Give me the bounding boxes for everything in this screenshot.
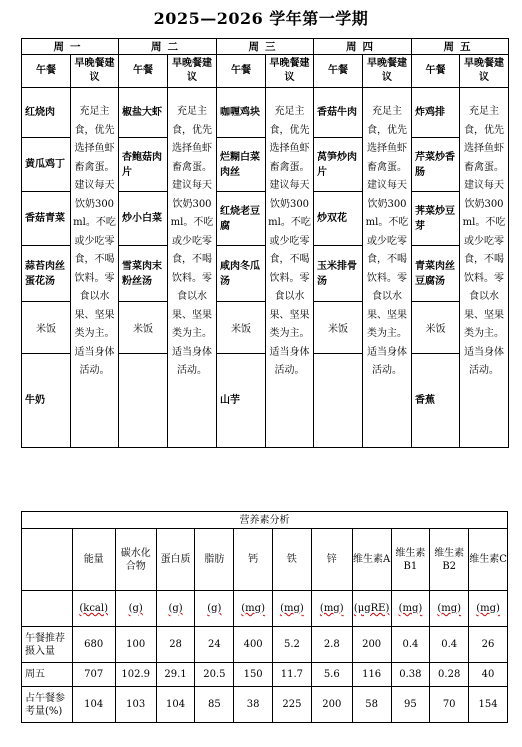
- nutrient-value: 2.8: [311, 627, 352, 663]
- nutrient-value: 0.38: [391, 663, 430, 687]
- menu-dish: 莴笋炒肉片: [314, 138, 363, 192]
- row-label: 周五: [22, 663, 73, 687]
- nutrient-value: 200: [352, 627, 391, 663]
- lunch-header: 午餐: [22, 55, 71, 88]
- menu-dish: 椒盐大虾: [119, 88, 168, 138]
- nutrient-value: 28: [156, 627, 195, 663]
- nutrient-value: 200: [311, 687, 352, 723]
- menu-dish: 芹菜炒香肠: [412, 138, 460, 192]
- nutrient-value: 102.9: [115, 663, 156, 687]
- menu-dish: 玉米排骨汤: [314, 246, 363, 302]
- row-label: 午餐推荐摄入量: [22, 627, 73, 663]
- day-header: 周二: [119, 39, 217, 55]
- nutrient-unit: [72, 591, 115, 627]
- menu-dish: 红烧老豆腐: [217, 192, 266, 246]
- nutrient-value: 20.5: [195, 663, 234, 687]
- page-title: 2025—2026 学年第一学期: [153, 9, 369, 28]
- unit-text: (mg): [398, 603, 423, 614]
- nutrient-value: 85: [195, 687, 234, 723]
- nutrient-value: 104: [156, 687, 195, 723]
- menu-dish: 米饭: [22, 302, 71, 354]
- nutrient-unit: [234, 591, 273, 627]
- nutrient-name: 蛋白质: [156, 529, 195, 591]
- unit-text: (mg): [319, 603, 344, 614]
- nutrient-value: 116: [352, 663, 391, 687]
- advice-header: 早晚餐建议: [71, 55, 119, 88]
- nutrition-analysis-table: [21, 511, 508, 723]
- nutrient-unit: [115, 591, 156, 627]
- nutrient-value: 100: [115, 627, 156, 663]
- nutrient-name: 碳水化合物: [115, 529, 156, 591]
- menu-dish: 炸鸡排: [412, 88, 460, 138]
- nutrient-value: 38: [234, 687, 273, 723]
- nutrient-name: 脂肪: [195, 529, 234, 591]
- lunch-header: 午餐: [217, 55, 266, 88]
- day-header: 周一: [22, 39, 119, 55]
- menu-dish: 牛奶: [22, 354, 71, 448]
- meal-advice: 充足主食，优先选择鱼虾畜禽蛋。建议每天饮奶300ml。不吃或少吃零食，不喝饮料。零食以水果、坚果类为主。适当身体活动。: [71, 88, 119, 448]
- nutrient-value: 5.6: [311, 663, 352, 687]
- nutrient-value: 680: [72, 627, 115, 663]
- menu-dish: 米饭: [314, 302, 363, 354]
- menu-dish: 烂糊白菜肉丝: [217, 138, 266, 192]
- menu-dish: 红烧肉: [22, 88, 71, 138]
- nutrient-value: 150: [234, 663, 273, 687]
- menu-dish: 香菇牛肉: [314, 88, 363, 138]
- nutrient-unit: [430, 591, 469, 627]
- nutrient-value: 29.1: [156, 663, 195, 687]
- lunch-header: 午餐: [412, 55, 460, 88]
- menu-dish: 香菇青菜: [22, 192, 71, 246]
- unit-text: (μgRE): [353, 603, 390, 614]
- weekly-menu-table: [21, 38, 509, 448]
- advice-header: 早晚餐建议: [363, 55, 412, 88]
- blank-cell: [22, 591, 73, 627]
- nutrient-value: 0.4: [391, 627, 430, 663]
- nutrient-value: 707: [72, 663, 115, 687]
- nutrient-name: 维生素A: [352, 529, 391, 591]
- nutrient-unit: [156, 591, 195, 627]
- nutrient-unit: [273, 591, 312, 627]
- nutrient-value: 225: [273, 687, 312, 723]
- meal-advice: 充足主食，优先选择鱼虾畜禽蛋。建议每天饮奶300ml。不吃或少吃零食，不喝饮料。零食以水果、坚果类为主。适当身体活动。: [460, 88, 509, 448]
- menu-dish: 炒小白菜: [119, 192, 168, 246]
- menu-dish: [314, 354, 363, 448]
- nutrient-name: 能量: [72, 529, 115, 591]
- nutrient-name: 维生素C: [469, 529, 508, 591]
- nutrient-value: 11.7: [273, 663, 312, 687]
- row-label: 占午餐参考量(%): [22, 687, 73, 723]
- nutrient-name: 铁: [273, 529, 312, 591]
- nutrient-name: 锌: [311, 529, 352, 591]
- menu-dish: 荠菜炒豆芽: [412, 192, 460, 246]
- unit-text: (g): [168, 603, 183, 614]
- unit-text: (mg): [476, 603, 500, 614]
- menu-dish: 米饭: [412, 302, 460, 354]
- nutrient-value: 70: [430, 687, 469, 723]
- lunch-header: 午餐: [314, 55, 363, 88]
- menu-dish: 咸肉冬瓜汤: [217, 246, 266, 302]
- menu-dish: 炒双花: [314, 192, 363, 246]
- menu-dish: 青菜肉丝豆腐汤: [412, 246, 460, 302]
- advice-header: 早晚餐建议: [168, 55, 217, 88]
- menu-dish: [119, 354, 168, 448]
- nutrient-unit: [391, 591, 430, 627]
- nutrient-value: 0.4: [430, 627, 469, 663]
- day-header: 周四: [314, 39, 412, 55]
- day-header: 周五: [412, 39, 509, 55]
- nutrient-unit: [195, 591, 234, 627]
- nutrient-value: 58: [352, 687, 391, 723]
- lunch-header: 午餐: [119, 55, 168, 88]
- unit-text: (mg): [241, 603, 265, 614]
- meal-advice: 充足主食，优先选择鱼虾畜禽蛋。建议每天饮奶300ml。不吃或少吃零食，不喝饮料。零食以水果、坚果类为主。适当身体活动。: [363, 88, 412, 448]
- menu-dish: 杏鲍菇肉片: [119, 138, 168, 192]
- unit-text: (mg): [437, 603, 462, 614]
- unit-text: (g): [207, 603, 222, 614]
- day-header: 周三: [217, 39, 314, 55]
- nutrient-unit: [311, 591, 352, 627]
- advice-header: 早晚餐建议: [266, 55, 314, 88]
- nutrient-unit: [469, 591, 508, 627]
- nutrient-value: 104: [72, 687, 115, 723]
- nutrient-value: 24: [195, 627, 234, 663]
- menu-dish: 雪菜肉末粉丝汤: [119, 246, 168, 302]
- nutrient-value: 5.2: [273, 627, 312, 663]
- nutrient-name: 维生素B1: [391, 529, 430, 591]
- menu-dish: 咖喱鸡块: [217, 88, 266, 138]
- nutrient-name: 钙: [234, 529, 273, 591]
- unit-text: (kcal): [79, 603, 108, 614]
- nutrient-value: 0.28: [430, 663, 469, 687]
- nutrient-value: 95: [391, 687, 430, 723]
- unit-text: (mg): [280, 603, 304, 614]
- nutrient-value: 400: [234, 627, 273, 663]
- menu-dish: 米饭: [119, 302, 168, 354]
- unit-text: (g): [128, 603, 143, 614]
- nutrient-value: 103: [115, 687, 156, 723]
- nutrient-value: 26: [469, 627, 508, 663]
- menu-dish: 山芋: [217, 354, 266, 448]
- menu-dish: 香蕉: [412, 354, 460, 448]
- menu-dish: 米饭: [217, 302, 266, 354]
- menu-dish: 蒜苔肉丝蛋花汤: [22, 246, 71, 302]
- nutrient-name: 维生素B2: [430, 529, 469, 591]
- menu-dish: 黄瓜鸡丁: [22, 138, 71, 192]
- nutrient-value: 154: [469, 687, 508, 723]
- nutrition-caption: 营养素分析: [22, 512, 508, 529]
- nutrient-value: 40: [469, 663, 508, 687]
- meal-advice: 充足主食，优先选择鱼虾畜禽蛋。建议每天饮奶300ml。不吃或少吃零食，不喝饮料。零食以水果、坚果类为主。适当身体活动。: [168, 88, 217, 448]
- nutrient-unit: [352, 591, 391, 627]
- meal-advice: 充足主食，优先选择鱼虾畜禽蛋。建议每天饮奶300ml。不吃或少吃零食，不喝饮料。零食以水果、坚果类为主。适当身体活动。: [266, 88, 314, 448]
- blank-cell: [22, 529, 73, 591]
- advice-header: 早晚餐建议: [460, 55, 509, 88]
